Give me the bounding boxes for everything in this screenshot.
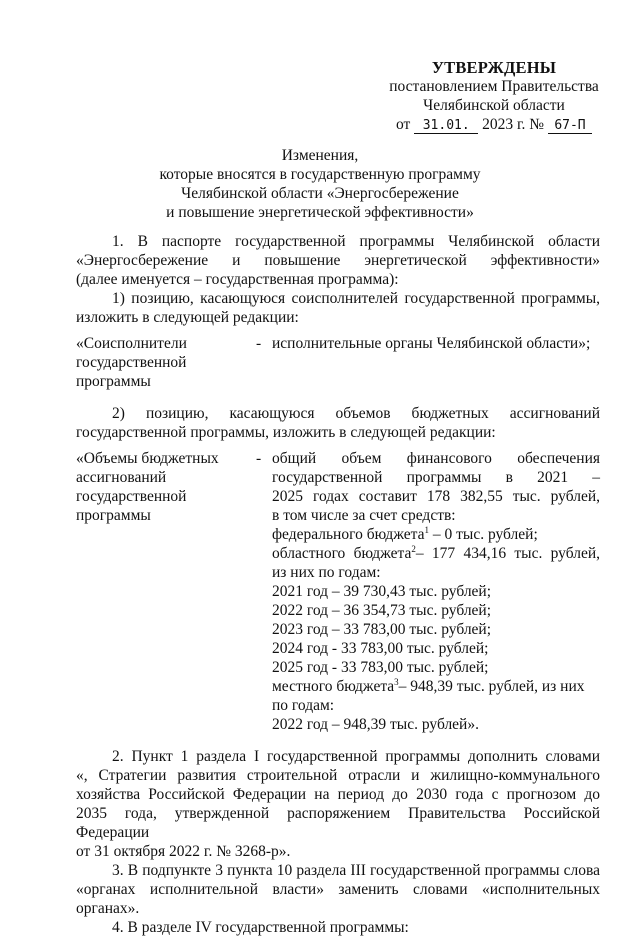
co-executors-value: исполнительные органы Челябинской области»; bbox=[272, 335, 591, 352]
vol-local-amount: – 948,39 тыс. рублей, из них bbox=[398, 678, 585, 695]
co-label-line-1: «Соисполнители bbox=[76, 335, 187, 352]
vol-line-3: 2025 годах составит 178 382,55 тыс. рублей, bbox=[272, 488, 600, 505]
co-label-line-2: государственной bbox=[76, 354, 187, 371]
item-3-line-3: органах». bbox=[76, 900, 140, 917]
vol-local-line bbox=[272, 677, 600, 696]
vol-regional-line bbox=[272, 544, 600, 563]
item-4-line: 4. В разделе IV государственной программы: bbox=[112, 919, 409, 936]
vol-year-2023: 2023 год – 33 783,00 тыс. рублей; bbox=[272, 621, 492, 638]
approval-number-value: 67-П bbox=[548, 118, 592, 134]
item-2-line-2: «, Стратегии развития строительной отрасли и жилищно-коммунального bbox=[76, 767, 600, 784]
item-2-line-1: 2. Пункт 1 раздела I государственной программы дополнить словами bbox=[112, 748, 600, 765]
vol-local-text: местного бюджета bbox=[272, 678, 395, 695]
vol-line-7: из них по годам: bbox=[272, 564, 381, 581]
vol-line-1: общий объем финансового обеспечения bbox=[272, 450, 600, 467]
title-line-2: которые вносятся в государственную программу bbox=[159, 166, 481, 183]
co-dash: - bbox=[256, 335, 262, 352]
item-3-line-1: 3. В подпункте 3 пункта 10 раздела III государственной программы слова bbox=[112, 862, 600, 879]
vol-line-15: 2022 год – 948,39 тыс. рублей». bbox=[272, 716, 479, 733]
vol-federal-amount: – 0 тыс. рублей; bbox=[429, 526, 538, 543]
title-line-1: Изменения, bbox=[281, 147, 359, 164]
vol-label-line-4: программы bbox=[76, 507, 151, 524]
footnote-1-marker: 1 bbox=[424, 524, 429, 535]
approval-stamp bbox=[384, 58, 604, 134]
vol-label-line-3: государственной bbox=[76, 488, 187, 505]
co-executors-row bbox=[76, 334, 600, 391]
vol-regional-amount: – 177 434,16 тыс. рублей, bbox=[415, 545, 600, 562]
item-1-line-1: 1. В паспорте государственной программы Челябинской области bbox=[112, 233, 600, 250]
vol-year-2024: 2024 год - 33 783,00 тыс. рублей; bbox=[272, 640, 489, 657]
volumes-row bbox=[76, 449, 600, 734]
approval-heading: УТВЕРЖДЕНЫ bbox=[431, 58, 557, 77]
item-2-line-5: от 31 октября 2022 г. № 3268-р». bbox=[76, 843, 291, 860]
title-line-3: Челябинской области «Энергосбережение bbox=[181, 185, 459, 202]
item-2-paragraph bbox=[76, 747, 600, 861]
vol-year-2021: 2021 год – 39 730,43 тыс. рублей; bbox=[272, 583, 492, 600]
vol-line-2: государственной программы в 2021 – bbox=[272, 469, 600, 486]
approval-year-text: 2023 г. № bbox=[482, 116, 545, 133]
volumes-value bbox=[272, 449, 600, 734]
approval-from-prefix: от bbox=[396, 116, 411, 133]
subitem-2-line-1: 2) позицию, касающуюся объемов бюджетных ассигнований bbox=[112, 405, 600, 422]
vol-federal-text: федерального бюджета bbox=[272, 526, 425, 543]
vol-line-4: в том числе за счет средств: bbox=[272, 507, 456, 524]
subitem-2-paragraph bbox=[76, 404, 600, 442]
subitem-2-line-2: государственной программы, изложить в следующей редакции: bbox=[76, 424, 496, 441]
vol-label-line-1: «Объемы бюджетных bbox=[76, 450, 219, 467]
item-1-line-2: «Энергосбережение и повышение энергетической эффективности» bbox=[76, 252, 600, 269]
vol-year-2022: 2022 год – 36 354,73 тыс. рублей; bbox=[272, 602, 492, 619]
vol-dash: - bbox=[256, 450, 262, 467]
vol-year-2025: 2025 год - 33 783,00 тыс. рублей; bbox=[272, 659, 489, 676]
approval-date-line bbox=[384, 115, 604, 134]
approval-line-2: Челябинской области bbox=[423, 97, 565, 114]
item-3-paragraph bbox=[76, 861, 600, 918]
approval-line-1: постановлением Правительства bbox=[389, 78, 599, 95]
document-title bbox=[80, 146, 560, 222]
item-2-line-4: 2035 года, утвержденной распоряжением Правительства Российской Федерации bbox=[76, 805, 600, 841]
vol-federal-line bbox=[272, 525, 600, 544]
footnote-3-marker: 3 bbox=[394, 676, 399, 687]
approval-date-value: 31.01. bbox=[414, 118, 478, 134]
item-1-paragraph bbox=[76, 232, 600, 289]
co-label-line-3: программы bbox=[76, 373, 151, 390]
document-body bbox=[76, 232, 600, 937]
subitem-1-paragraph bbox=[76, 289, 600, 327]
subitem-1-line-1: 1) позицию, касающуюся соисполнителей государственной программы, bbox=[112, 290, 600, 307]
item-3-line-2: «органах исполнительной власти» заменить словами «исполнительных bbox=[76, 881, 600, 898]
title-line-4: и повышение энергетической эффективности» bbox=[166, 204, 474, 221]
vol-label-line-2: ассигнований bbox=[76, 469, 167, 486]
footnote-2-marker: 2 bbox=[411, 543, 416, 554]
co-executors-label bbox=[76, 334, 256, 391]
item-1-line-3: (далее именуется – государственная программа): bbox=[76, 271, 399, 288]
vol-line-14: по годам: bbox=[272, 697, 335, 714]
item-2-line-3: хозяйства Российской Федерации на период до 2030 года с прогнозом до bbox=[76, 786, 600, 803]
subitem-1-line-2: изложить в следующей редакции: bbox=[76, 309, 299, 326]
vol-regional-text: областного бюджета bbox=[272, 545, 412, 562]
volumes-label bbox=[76, 449, 256, 525]
